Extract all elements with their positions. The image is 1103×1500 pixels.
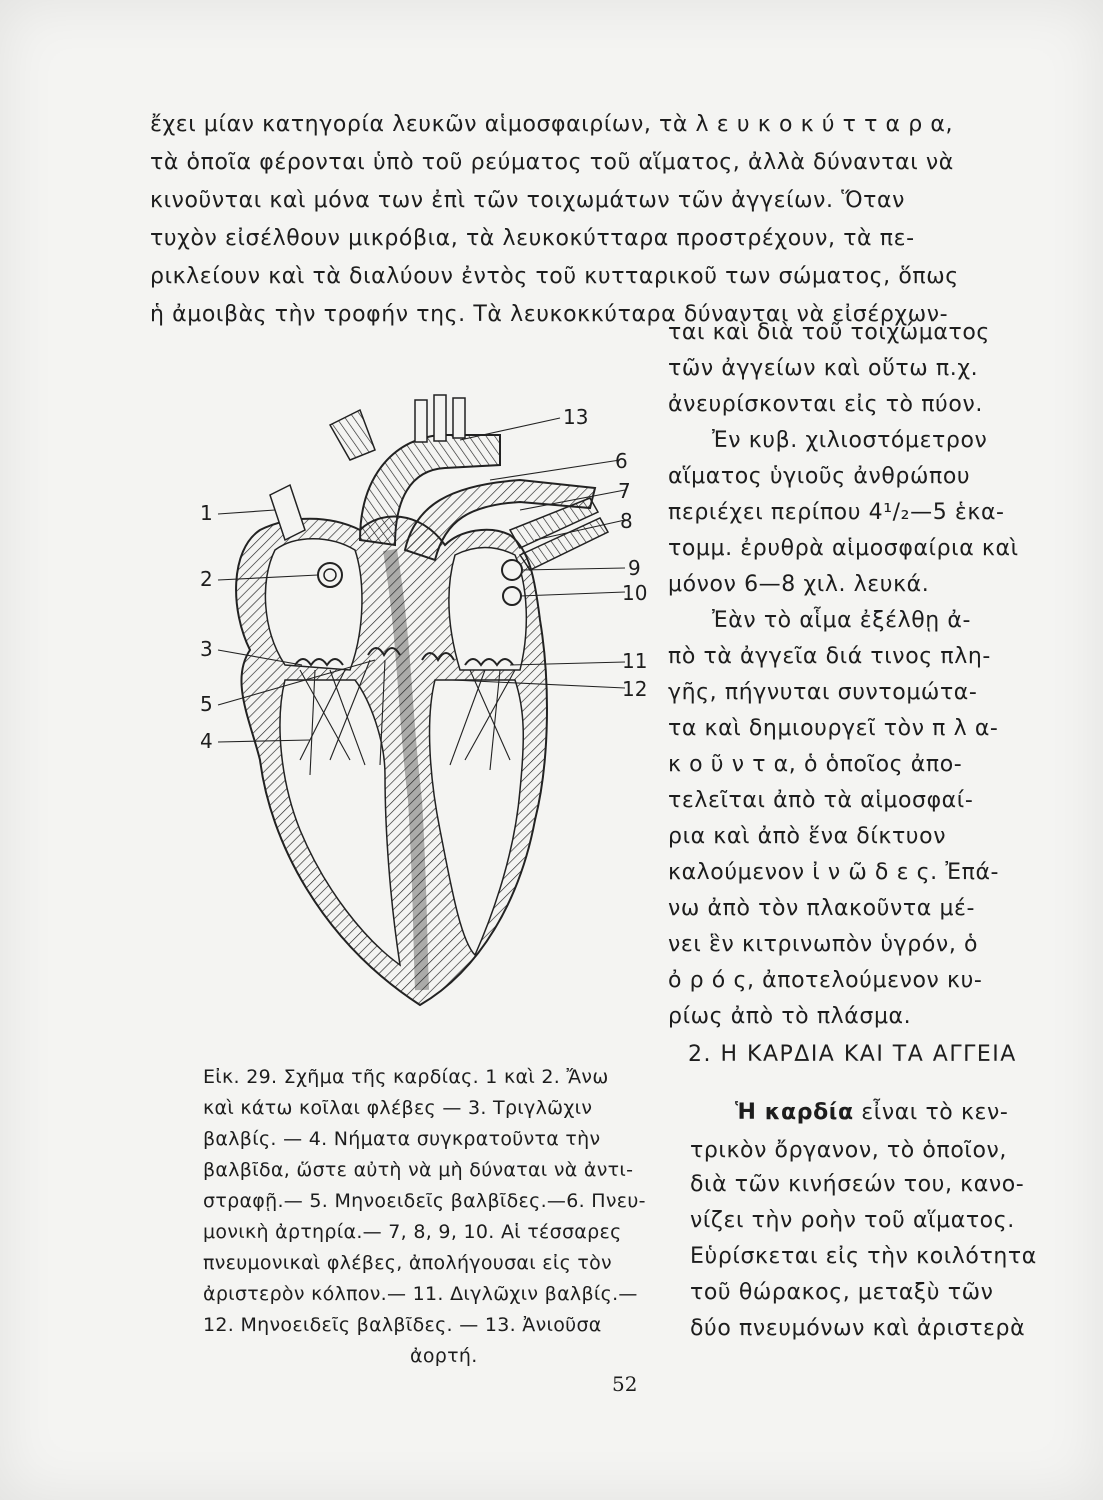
caption-line: μονικὴ ἀρτηρία.— 7, 8, 9, 10. Αἱ τέσσαρες [203, 1221, 622, 1243]
text-line: αἵματος ὑγιοῦς ἀνθρώπου [668, 464, 971, 489]
aorta-branch [453, 398, 465, 438]
caption-line: στραφῇ.— 5. Μηνοειδεῖς βαλβῖδες.—6. Πνευ- [203, 1190, 646, 1212]
text-line: μόνον 6—8 χιλ. λευκά. [668, 572, 930, 597]
text-line: τυχὸν εἰσέλθουν μικρόβια, τὰ λευκοκύτταρα προστρέχουν, τὰ πε- [150, 226, 915, 251]
pulmonary-vein-opening [503, 587, 521, 605]
vena-cava-opening [318, 563, 342, 587]
text-line: νω ἀπὸ τὸν πλακοῦντα μέ- [668, 896, 976, 921]
figure-label: 3 [200, 637, 213, 661]
figure-label: 11 [622, 649, 648, 673]
caption-line: 12. Μηνοειδεῖς βαλβῖδες. — 13. Ἀνιοῦσα [203, 1314, 602, 1336]
caption-line: Εἰκ. 29. Σχῆμα τῆς καρδίας. 1 καὶ 2. Ἄνω [203, 1066, 609, 1088]
text-line: ἡ ἀμοιβὰς τὴν τροφήν της. Τὰ λευκοκκύταρα δύνανται νὰ εἰσέρχων- [150, 302, 949, 327]
figure-label: 10 [622, 581, 648, 605]
figure-label: 9 [628, 556, 641, 580]
text-line: ἀνευρίσκονται εἰς τὸ πύον. [668, 392, 983, 417]
aorta-branch [434, 395, 446, 441]
caption-line: πνευμονικαὶ φλέβες, ἀπολήγουσαι εἰς τὸν [203, 1252, 612, 1274]
figure-label: 7 [618, 479, 631, 503]
text-line: ὀ ρ ό ς, ἀποτελούμενον κυ- [668, 968, 983, 993]
text-line: κ ο ῦ ν τ α, ὁ ὁποῖος ἀπο- [668, 752, 963, 777]
caption-line: βαλβῖδα, ὥστε αὐτὴ νὰ μὴ δύναται νὰ ἀντι- [203, 1159, 634, 1181]
text-line: νει ἓν κιτρινωπὸν ὑγρόν, ὁ [668, 932, 979, 957]
text-line: Εὑρίσκεται εἰς τὴν κοιλότητα [690, 1244, 1037, 1269]
text-line: τομμ. ἐρυθρὰ αἱμοσφαίρια καὶ [668, 536, 1019, 561]
text-line: Ἐν κυβ. χιλιοστόμετρον [712, 428, 988, 453]
text-line: δύο πνευμόνων καὶ ἀριστερὰ [690, 1316, 1026, 1341]
text-line: ἔχει μίαν κατηγορία λευκῶν αἱμοσφαιρίων, τὰ λ ε υ κ ο κ ύ τ τ α ρ α, [150, 112, 954, 137]
heart-diagram [190, 380, 670, 1030]
figure-label: 8 [620, 509, 633, 533]
text-line: πὸ τὰ ἀγγεῖα διά τινος πλη- [668, 644, 991, 669]
text-line [735, 1100, 1008, 1125]
text-line: νίζει τὴν ροὴν τοῦ αἵματος. [690, 1208, 1015, 1233]
figure-label: 1 [200, 501, 213, 525]
text-line: ρίως ἀπὸ τὸ πλάσμα. [668, 1004, 912, 1029]
text-line: τῶν ἀγγείων καὶ οὕτω π.χ. [668, 356, 979, 381]
text-line: περιέχει περίπου 4¹/₂—5 ἑκα- [668, 500, 1005, 525]
figure-label: 13 [563, 405, 589, 429]
figure-label: 5 [200, 692, 213, 716]
figure-label: 2 [200, 567, 213, 591]
text-line: ρικλείουν καὶ τὰ διαλύουν ἐντὸς τοῦ κυτταρικοῦ των σώματος, ὅπως [150, 264, 959, 289]
text-line: καλούμενον ἰ ν ῶ δ ε ς. Ἐπά- [668, 860, 1000, 885]
figure-label: 4 [200, 729, 213, 753]
figure-label: 12 [622, 677, 648, 701]
text-line: τὰ ὁποῖα φέρονται ὑπὸ τοῦ ρεύματος τοῦ αἵματος, ἀλλὰ δύνανται νὰ [150, 150, 954, 175]
text-line: τοῦ θώρακος, μεταξὺ τῶν [690, 1280, 994, 1305]
text-line: τρικὸν ὄργανον, τὸ ὁποῖον, [690, 1138, 1007, 1163]
figure-label: 6 [615, 449, 628, 473]
text-line: ρια καὶ ἀπὸ ἕνα δίκτυον [668, 824, 947, 849]
text-line: ται καὶ διὰ τοῦ τοιχώματος [668, 320, 990, 345]
text-line: κινοῦνται καὶ μόνα των ἐπὶ τῶν τοιχωμάτων τῶν ἀγγείων. Ὅταν [150, 188, 906, 213]
pulmonary-vein-opening [502, 560, 522, 580]
text-line: γῆς, πήγνυται συντομώτα- [668, 680, 978, 705]
caption-line: ἀορτή. [410, 1345, 478, 1367]
right-atrium [265, 539, 362, 670]
section-heading: 2. Η ΚΑΡΔΙΑ ΚΑΙ ΤΑ ΑΓΓΕΙΑ [688, 1042, 1017, 1067]
text-span: εἶναι τὸ κεν- [861, 1100, 1009, 1125]
aorta-branch [415, 400, 427, 442]
caption-line: ἀριστερὸν κόλπον.— 11. Διγλῶχιν βαλβίς.— [203, 1283, 638, 1305]
caption-line: καὶ κάτω κοῖλαι φλέβες — 3. Τριγλῶχιν [203, 1097, 593, 1119]
text-line: Ἐὰν τὸ αἷμα ἐξέλθῃ ἀ- [712, 608, 972, 633]
text-line: τελεῖται ἀπὸ τὰ αἱμοσφαί- [668, 788, 974, 813]
upper-vessel [330, 410, 375, 460]
page-number: 52 [612, 1372, 638, 1396]
caption-line: βαλβίς. — 4. Νήματα συγκρατοῦντα τὴν [203, 1128, 601, 1150]
text-line: τα καὶ δημιουργεῖ τὸν π λ α- [668, 716, 999, 741]
text-line: διὰ τῶν κινήσεών του, κανο- [690, 1172, 1025, 1197]
bold-term: Ἡ καρδία [735, 1100, 854, 1125]
